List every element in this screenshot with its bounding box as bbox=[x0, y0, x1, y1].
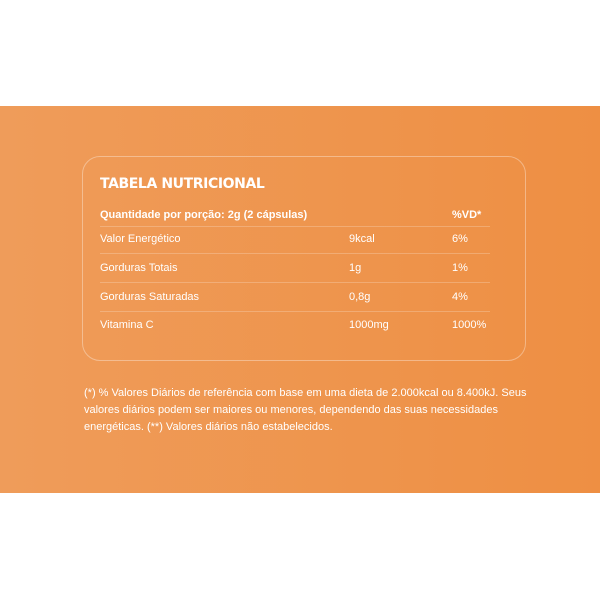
nutrient-name: Gorduras Totais bbox=[100, 262, 178, 274]
row-divider bbox=[100, 311, 490, 312]
footnote-text: (*) % Valores Diários de referência com base em uma dieta de 2.000kcal ou 8.400kJ. Seus valores diários podem ser maiores ou menores, dependendo das suas necessidades energéticas. (**) Valores diários não estabelecidos. bbox=[84, 387, 527, 433]
nutrient-vd: 1% bbox=[452, 262, 468, 274]
nutrient-vd: 1000% bbox=[452, 319, 487, 331]
nutrient-name: Vitamina C bbox=[100, 319, 154, 331]
row-divider bbox=[100, 226, 490, 227]
nutrient-amount: 1g bbox=[349, 262, 362, 274]
nutrient-amount: 0,8g bbox=[349, 291, 371, 303]
row-divider bbox=[100, 282, 490, 283]
portion-header: Quantidade por porção: 2g (2 cápsulas) bbox=[100, 209, 308, 221]
table-row bbox=[0, 319, 600, 337]
nutrient-vd: 6% bbox=[452, 233, 468, 245]
vd-header: %VD* bbox=[452, 209, 482, 221]
table-row bbox=[0, 262, 600, 280]
table-row bbox=[0, 233, 600, 251]
nutrient-vd: 4% bbox=[452, 291, 468, 303]
nutrient-amount: 9kcal bbox=[349, 233, 375, 245]
table-title: TABELA NUTRICIONAL bbox=[100, 176, 265, 192]
row-divider bbox=[100, 253, 490, 254]
nutrient-name: Gorduras Saturadas bbox=[100, 291, 200, 303]
nutrient-name: Valor Energético bbox=[100, 233, 181, 245]
nutrient-amount: 1000mg bbox=[349, 319, 389, 331]
table-row bbox=[0, 291, 600, 309]
table-header-row bbox=[0, 209, 600, 227]
